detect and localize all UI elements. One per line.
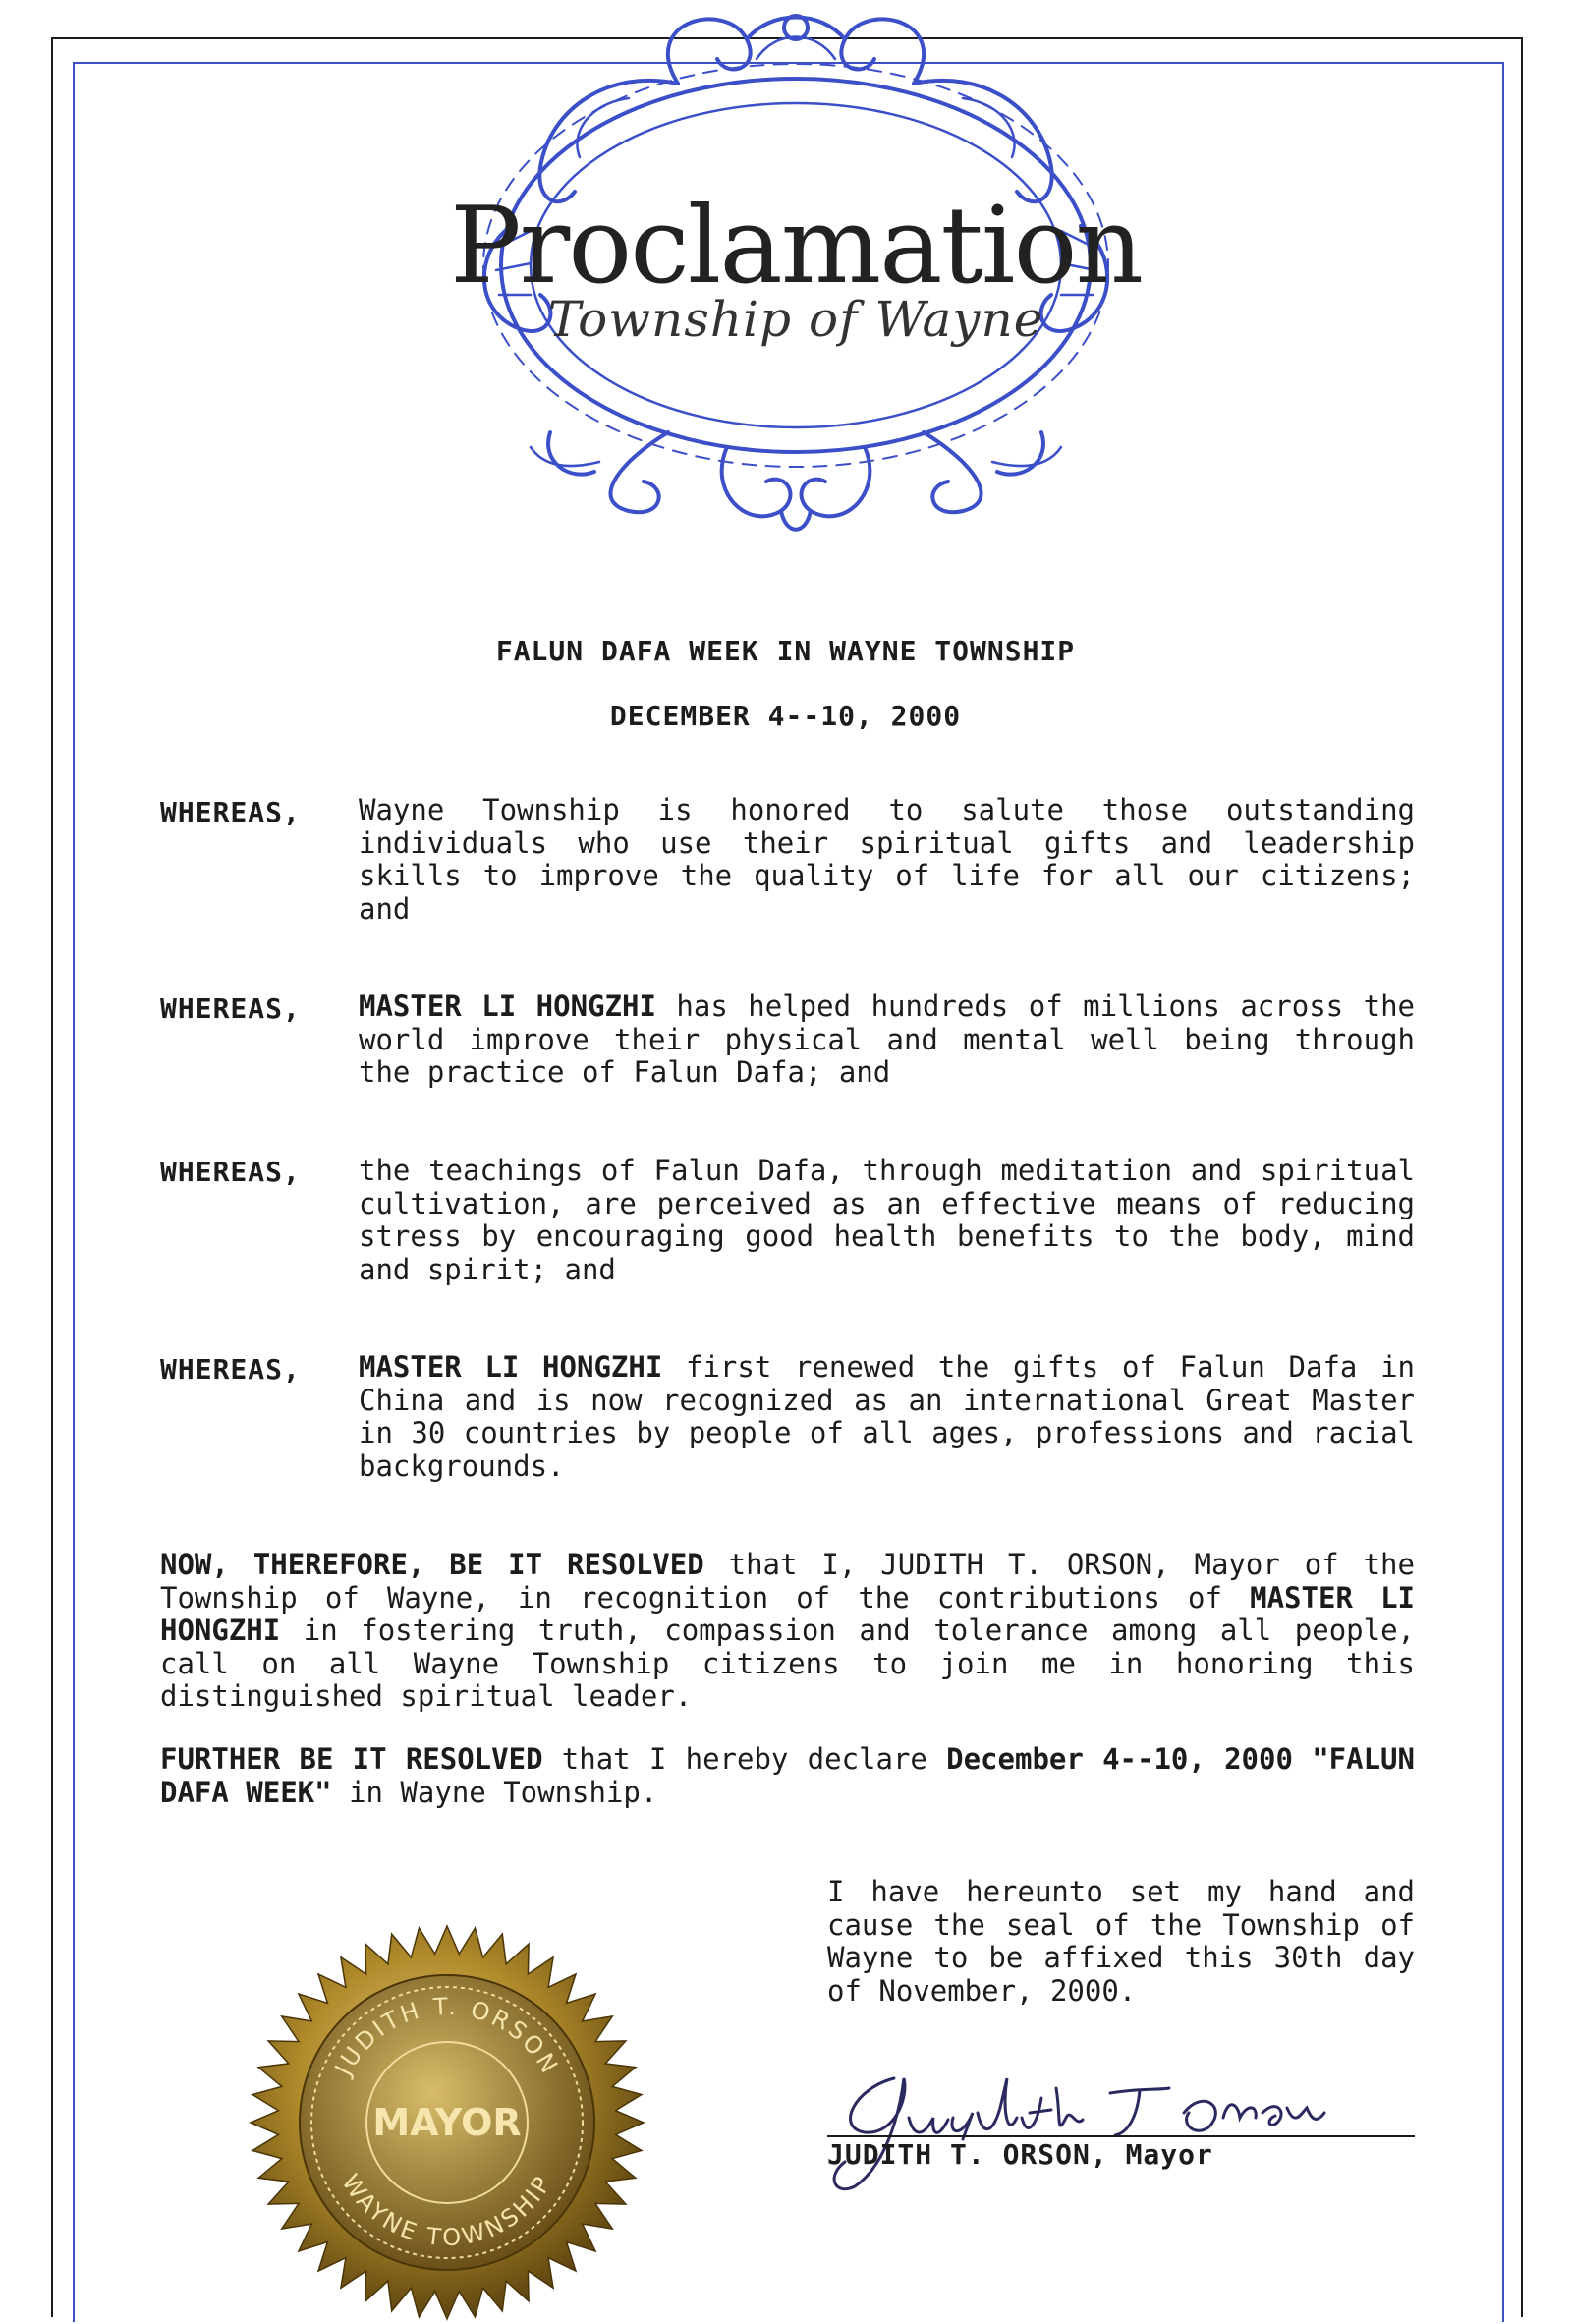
clause-body-text: Wayne Township is honored to salute those outstanding individuals who use their spiritual gifts and leadership skills to improve the quality of life for all our citizens; and bbox=[359, 793, 1415, 926]
week-dates: December 4--10, 2000 bbox=[946, 1742, 1293, 1776]
resolution-text: that I, JUDITH T. ORSON, Mayor of the Township of Wayne, in recognition of the contributions of bbox=[160, 1548, 1415, 1615]
document-title: FALUN DAFA WEEK IN WAYNE TOWNSHIP bbox=[495, 635, 1076, 667]
clause-label: WHEREAS, bbox=[160, 796, 301, 828]
week-name: "FALUN DAFA WEEK" bbox=[160, 1742, 1415, 1809]
clause-text bbox=[359, 991, 1415, 1090]
seal-ring-bottom: WAYNE TOWNSHIP bbox=[336, 2169, 558, 2252]
closing-statement: I have hereunto set my hand and cause the seal of the Township of Wayne to be affixed this 30th day of November, 2000. bbox=[827, 1875, 1415, 2008]
honoree-name: MASTER LI HONGZHI bbox=[160, 1580, 1415, 1647]
honoree-name: MASTER LI HONGZHI bbox=[359, 1350, 663, 1384]
signature-line bbox=[827, 2135, 1415, 2137]
township-subtitle: Township of Wayne bbox=[547, 291, 1044, 348]
clause-label: WHEREAS, bbox=[160, 1156, 301, 1188]
seal-ring-top: JUDITH T. ORSON bbox=[329, 1992, 565, 2080]
honoree-name: MASTER LI HONGZHI bbox=[359, 990, 656, 1023]
document-dates: DECEMBER 4--10, 2000 bbox=[609, 700, 962, 732]
mayor-gold-seal bbox=[246, 1921, 648, 2324]
clause-body-text: the teachings of Falun Dafa, through meditation and spiritual cultivation, are perceived as an effective means of reducing stress by encouraging good health benefits to the body, mind and spirit; and bbox=[359, 1154, 1415, 1286]
proclamation-header bbox=[432, 0, 1159, 565]
further-lead: FURTHER BE IT RESOLVED bbox=[160, 1742, 543, 1776]
further-resolution-paragraph bbox=[160, 1743, 1415, 1809]
clause-label: WHEREAS, bbox=[160, 992, 301, 1025]
signatory-name: JUDITH T. ORSON, Mayor bbox=[827, 2138, 1213, 2171]
clause-text bbox=[359, 1155, 1415, 1286]
resolution-paragraph bbox=[160, 1549, 1415, 1714]
resolution-text: in fostering truth, compassion and tolerance among all people, call on all Wayne Township citizens to join me in honoring this distinguished spiritual leader. bbox=[160, 1614, 1415, 1713]
seal-center-text: MAYOR bbox=[372, 2101, 522, 2144]
clause-body-text: has helped hundreds of millions across the world improve their physical and mental well being through the practice of Falun Dafa; and bbox=[359, 990, 1415, 1089]
clause-text bbox=[359, 1351, 1415, 1483]
proclamation-title: Proclamation bbox=[449, 185, 1143, 308]
handwritten-signature bbox=[815, 2059, 1326, 2206]
further-text: in Wayne Township. bbox=[349, 1775, 658, 1809]
further-text: that I hereby declare bbox=[561, 1742, 927, 1776]
clause-text bbox=[359, 794, 1415, 926]
resolved-lead: NOW, THEREFORE, BE IT RESOLVED bbox=[160, 1548, 704, 1581]
clause-body-text: first renewed the gifts of Falun Dafa in China and is now recognized as an international Great Master in 30 countries by people of all ages, professions and racial backgrounds. bbox=[359, 1350, 1415, 1483]
clause-label: WHEREAS, bbox=[160, 1353, 301, 1386]
